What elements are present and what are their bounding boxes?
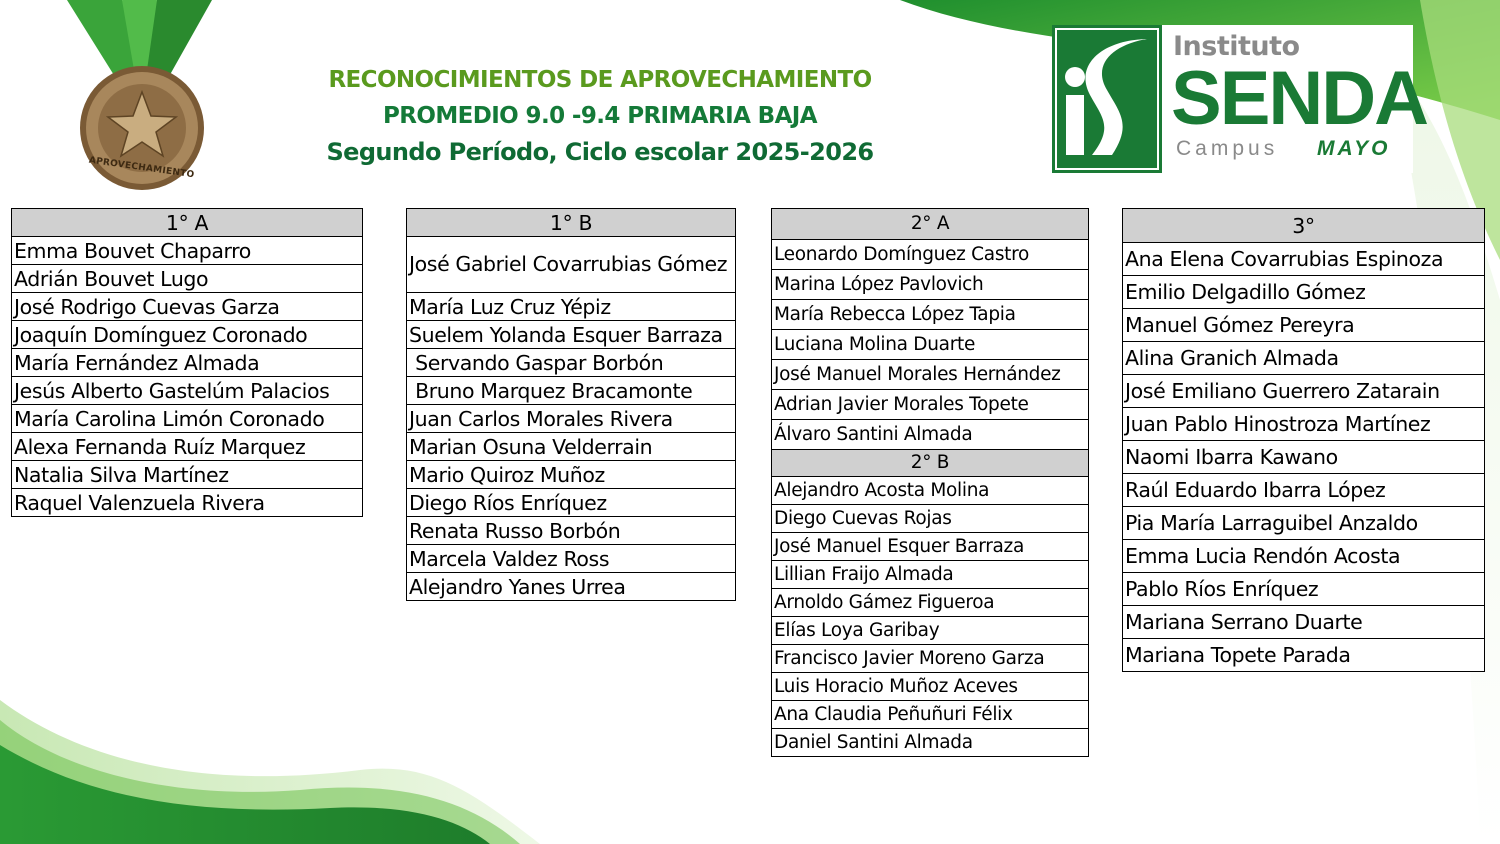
logo-word-mayo: MAYO bbox=[1317, 137, 1391, 160]
student-name: Ana Claudia Peñuñuri Félix bbox=[772, 701, 1089, 729]
student-name: Alina Granich Almada bbox=[1123, 342, 1485, 375]
student-name: Alexa Fernanda Ruíz Marquez bbox=[12, 433, 363, 461]
student-name: Servando Gaspar Borbón bbox=[407, 349, 736, 377]
student-name: Alejandro Acosta Molina bbox=[772, 477, 1089, 505]
student-name: Mario Quiroz Muñoz bbox=[407, 461, 736, 489]
student-name: Mariana Serrano Duarte bbox=[1123, 606, 1485, 639]
student-name: Leonardo Domínguez Castro bbox=[772, 240, 1089, 270]
table-header: 1° B bbox=[407, 209, 736, 237]
student-name: José Rodrigo Cuevas Garza bbox=[12, 293, 363, 321]
logo-word-campus: Campus bbox=[1176, 137, 1279, 160]
student-name: Raúl Eduardo Ibarra López bbox=[1123, 474, 1485, 507]
student-name: Ana Elena Covarrubias Espinoza bbox=[1123, 243, 1485, 276]
table-group-2a-2b bbox=[771, 208, 1089, 757]
student-name: Marcela Valdez Ross bbox=[407, 545, 736, 573]
student-name: Elías Loya Garibay bbox=[772, 617, 1089, 645]
student-name: Diego Cuevas Rojas bbox=[772, 505, 1089, 533]
student-name: José Emiliano Guerrero Zatarain bbox=[1123, 375, 1485, 408]
student-name: José Manuel Morales Hernández bbox=[772, 360, 1089, 390]
student-name: Lillian Fraijo Almada bbox=[772, 561, 1089, 589]
student-name: Suelem Yolanda Esquer Barraza bbox=[407, 321, 736, 349]
student-name: Bruno Marquez Bracamonte bbox=[407, 377, 736, 405]
logo-word-instituto: Instituto bbox=[1173, 31, 1300, 62]
page-title bbox=[300, 62, 900, 170]
student-name: Adrián Bouvet Lugo bbox=[12, 265, 363, 293]
table-header: 2° B bbox=[772, 450, 1089, 477]
table-group-3 bbox=[1122, 208, 1485, 672]
student-name: Emma Lucia Rendón Acosta bbox=[1123, 540, 1485, 573]
student-name: Natalia Silva Martínez bbox=[12, 461, 363, 489]
title-line-2: PROMEDIO 9.0 -9.4 PRIMARIA BAJA bbox=[383, 103, 817, 129]
student-name: Luciana Molina Duarte bbox=[772, 330, 1089, 360]
student-name: Emma Bouvet Chaparro bbox=[12, 237, 363, 265]
senda-logo bbox=[1052, 25, 1428, 173]
svg-text:APROVECHAMIENTO: APROVECHAMIENTO bbox=[88, 155, 195, 181]
student-name: Daniel Santini Almada bbox=[772, 729, 1089, 757]
student-name: María Fernández Almada bbox=[12, 349, 363, 377]
student-name: Raquel Valenzuela Rivera bbox=[12, 489, 363, 517]
student-name: María Luz Cruz Yépiz bbox=[407, 293, 736, 321]
student-name: Pia María Larraguibel Anzaldo bbox=[1123, 507, 1485, 540]
student-name: Diego Ríos Enríquez bbox=[407, 489, 736, 517]
student-name: Juan Carlos Morales Rivera bbox=[407, 405, 736, 433]
student-name: Joaquín Domínguez Coronado bbox=[12, 321, 363, 349]
student-name: Naomi Ibarra Kawano bbox=[1123, 441, 1485, 474]
table-header: 3° bbox=[1123, 209, 1485, 243]
student-name: Marian Osuna Velderrain bbox=[407, 433, 736, 461]
student-name: José Gabriel Covarrubias Gómez bbox=[407, 237, 736, 293]
student-name: José Manuel Esquer Barraza bbox=[772, 533, 1089, 561]
student-name: María Rebecca López Tapia bbox=[772, 300, 1089, 330]
student-name: Arnoldo Gámez Figueroa bbox=[772, 589, 1089, 617]
student-name: Alejandro Yanes Urrea bbox=[407, 573, 736, 601]
table-header: 2° A bbox=[772, 209, 1089, 240]
star-medal-icon bbox=[62, 0, 222, 195]
student-name: Mariana Topete Parada bbox=[1123, 639, 1485, 672]
student-name: Marina López Pavlovich bbox=[772, 270, 1089, 300]
logo-mark-icon bbox=[1052, 25, 1162, 173]
student-name: Francisco Javier Moreno Garza bbox=[772, 645, 1089, 673]
student-name: Manuel Gómez Pereyra bbox=[1123, 309, 1485, 342]
student-name: Luis Horacio Muñoz Aceves bbox=[772, 673, 1089, 701]
student-name: Jesús Alberto Gastelúm Palacios bbox=[12, 377, 363, 405]
table-group-1b bbox=[406, 208, 736, 601]
title-line-3: Segundo Período, Ciclo escolar 2025-2026 bbox=[326, 138, 874, 166]
logo-word-senda: SENDA bbox=[1171, 56, 1428, 141]
title-line-1: RECONOCIMIENTOS DE APROVECHAMIENTO bbox=[328, 67, 872, 93]
table-header: 1° A bbox=[12, 209, 363, 237]
student-name: Emilio Delgadillo Gómez bbox=[1123, 276, 1485, 309]
student-name: Adrian Javier Morales Topete bbox=[772, 390, 1089, 420]
student-name: Pablo Ríos Enríquez bbox=[1123, 573, 1485, 606]
student-name: Juan Pablo Hinostroza Martínez bbox=[1123, 408, 1485, 441]
student-name: Renata Russo Borbón bbox=[407, 517, 736, 545]
student-name: María Carolina Limón Coronado bbox=[12, 405, 363, 433]
student-name: Álvaro Santini Almada bbox=[772, 420, 1089, 450]
table-group-1a bbox=[11, 208, 363, 517]
